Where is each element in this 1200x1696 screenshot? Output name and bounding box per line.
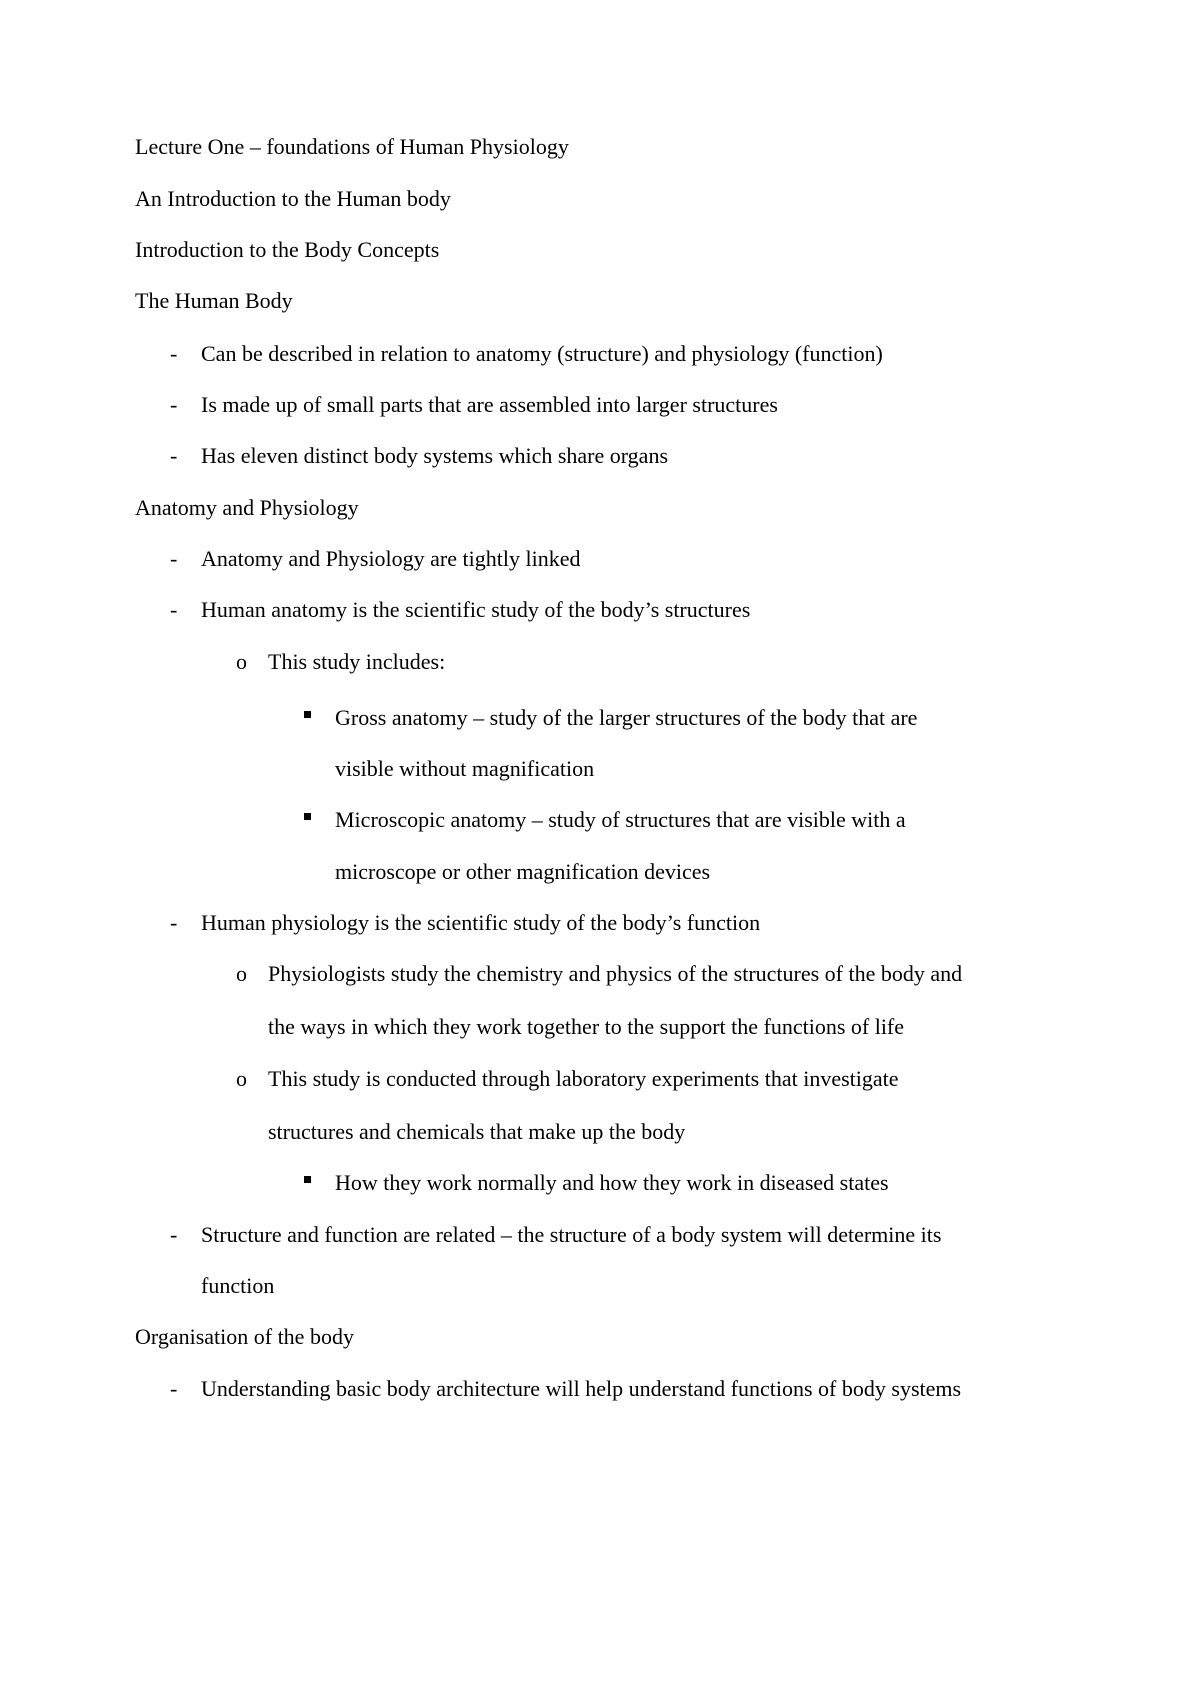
square-bullet-icon	[304, 711, 311, 718]
sub-list-item-continuation: the ways in which they work together to the support the functions of life	[268, 1014, 905, 1039]
circle-bullet-marker: o	[236, 1066, 247, 1091]
sub-sub-list-item-continuation: microscope or other magnification devices	[335, 859, 711, 884]
dash-bullet-marker: -	[170, 546, 178, 571]
list-item: Understanding basic body architecture will help understand functions of body systems	[201, 1376, 962, 1401]
list-item: Has eleven distinct body systems which share organs	[201, 443, 669, 468]
sub-sub-list-item: Microscopic anatomy – study of structures that are visible with a	[335, 807, 906, 832]
list-item-continuation: function	[201, 1273, 275, 1298]
sub-sub-list-item: How they work normally and how they work in diseased states	[335, 1170, 889, 1195]
sub-list-item-continuation: structures and chemicals that make up the body	[268, 1119, 686, 1144]
section-heading-organisation: Organisation of the body	[135, 1324, 354, 1349]
sub-list-item: This study includes:	[268, 649, 446, 674]
dash-bullet-marker: -	[170, 1376, 178, 1401]
dash-bullet-marker: -	[170, 910, 178, 935]
sub-sub-list-item: Gross anatomy – study of the larger structures of the body that are	[335, 705, 918, 730]
list-item: Can be described in relation to anatomy (structure) and physiology (function)	[201, 341, 883, 366]
section-heading-body-concepts: Introduction to the Body Concepts	[135, 237, 440, 262]
dash-bullet-marker: -	[170, 341, 178, 366]
dash-bullet-marker: -	[170, 1222, 178, 1247]
list-item: Anatomy and Physiology are tightly linked	[201, 546, 581, 571]
circle-bullet-marker: o	[236, 961, 247, 986]
list-item: Human anatomy is the scientific study of the body’s structures	[201, 597, 751, 622]
dash-bullet-marker: -	[170, 597, 178, 622]
section-heading-introduction: An Introduction to the Human body	[135, 186, 451, 211]
sub-list-item: Physiologists study the chemistry and physics of the structures of the body and	[268, 961, 963, 986]
square-bullet-icon	[304, 813, 311, 820]
lecture-title: Lecture One – foundations of Human Physiology	[135, 134, 569, 159]
sub-list-item: This study is conducted through laboratory experiments that investigate	[268, 1066, 899, 1091]
sub-sub-list-item-continuation: visible without magnification	[335, 756, 595, 781]
section-heading-human-body: The Human Body	[135, 288, 293, 313]
section-heading-anatomy-physiology: Anatomy and Physiology	[135, 495, 359, 520]
square-bullet-icon	[304, 1176, 311, 1183]
circle-bullet-marker: o	[236, 649, 247, 674]
list-item: Human physiology is the scientific study of the body’s function	[201, 910, 761, 935]
list-item: Structure and function are related – the structure of a body system will determine its	[201, 1222, 942, 1247]
dash-bullet-marker: -	[170, 443, 178, 468]
list-item: Is made up of small parts that are assembled into larger structures	[201, 392, 778, 417]
dash-bullet-marker: -	[170, 392, 178, 417]
